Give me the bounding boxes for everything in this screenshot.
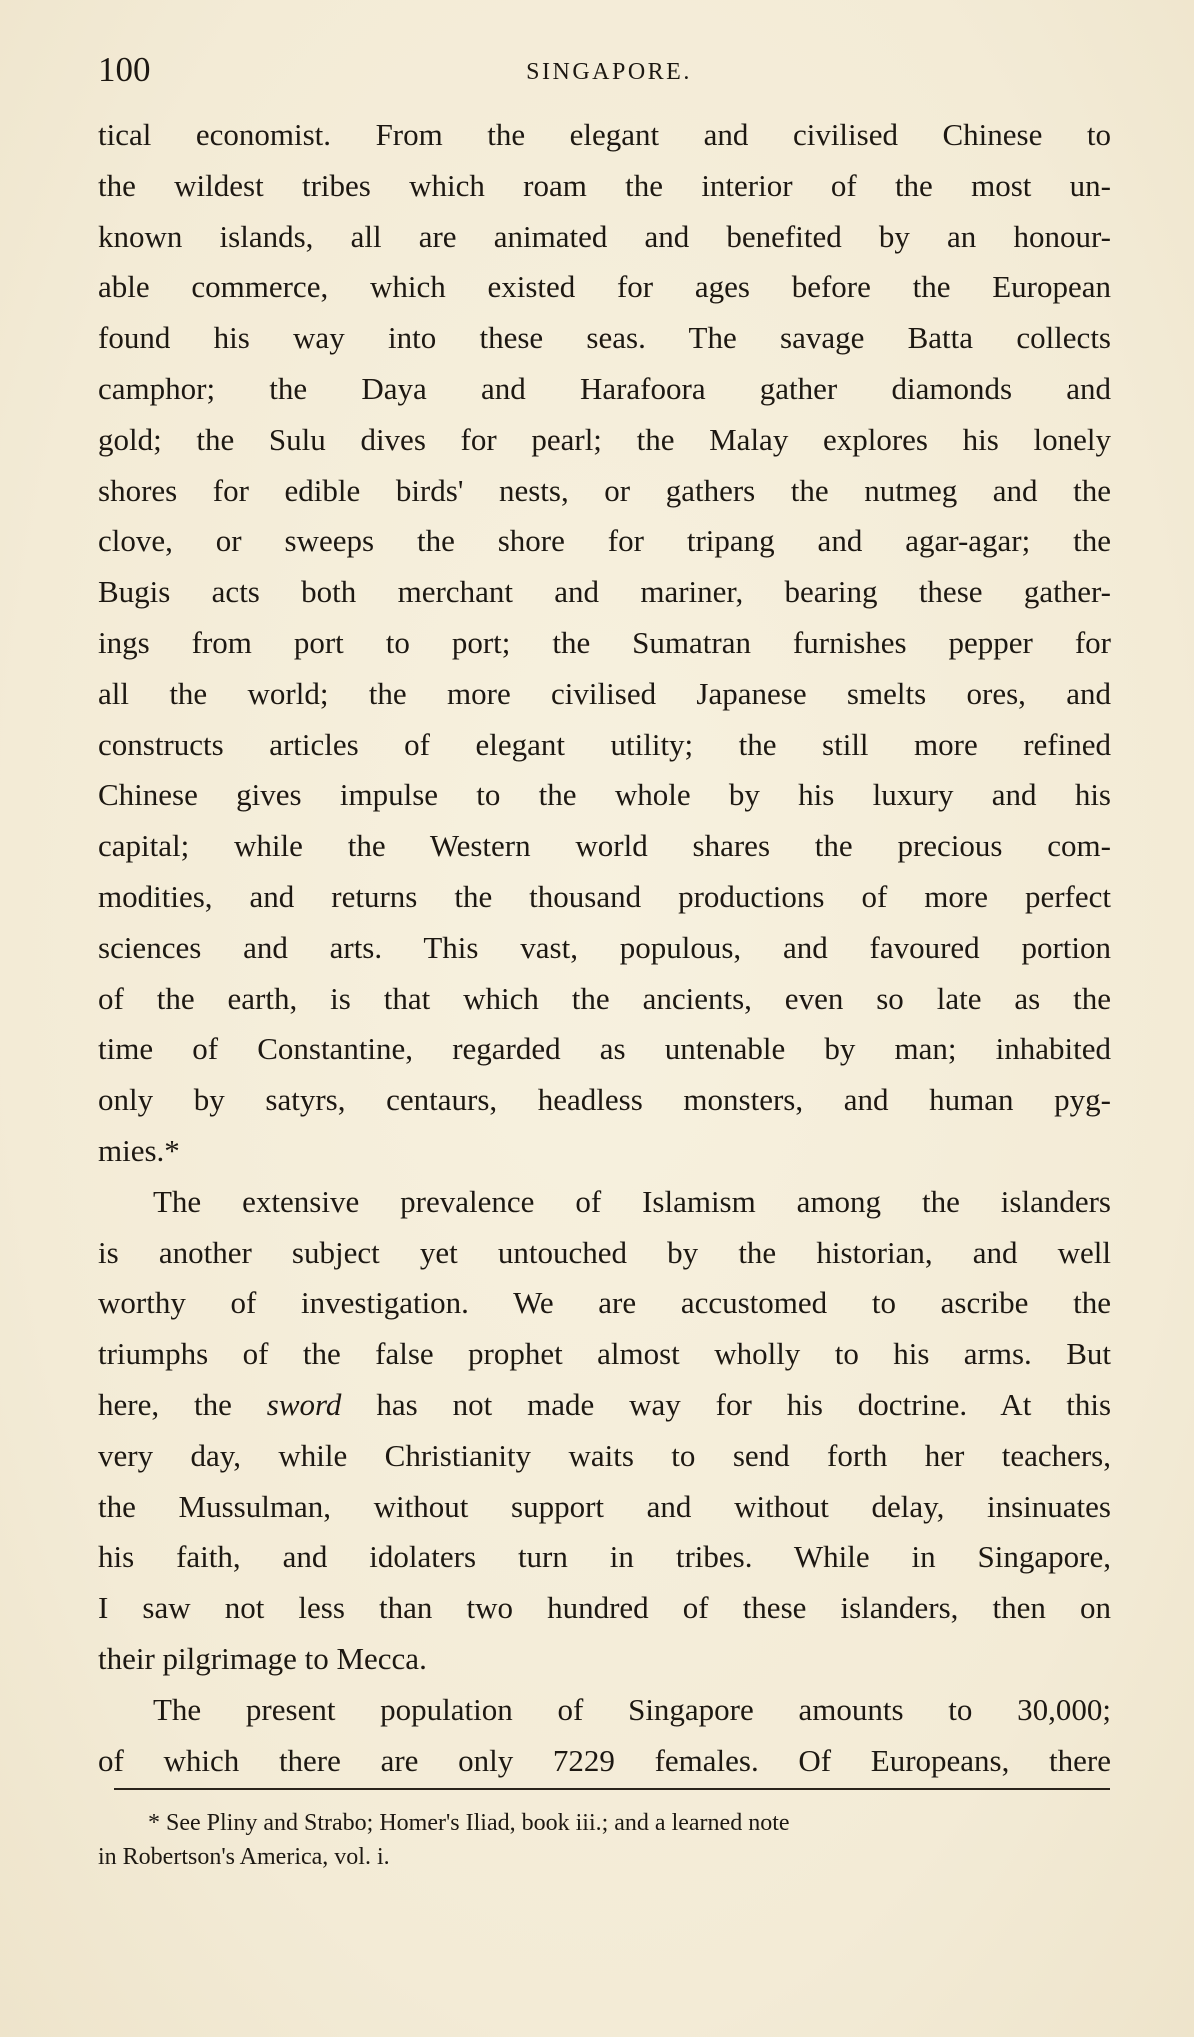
- text-line: the wildest tribes which roam the interior of the most un-: [98, 167, 1111, 203]
- text-line: time of Constantine, regarded as untenable by man; inhabited: [98, 1031, 1111, 1067]
- text-line: Chinese gives impulse to the whole by his luxury and his: [98, 777, 1111, 813]
- footnote-line: * See Pliny and Strabo; Homer's Iliad, book iii.; and a learned note: [148, 1810, 790, 1836]
- text-line: very day, while Christianity waits to send forth her teachers,: [98, 1437, 1111, 1473]
- text-line: modities, and returns the thousand productions of more perfect: [98, 878, 1111, 914]
- text-line: shores for edible birds' nests, or gathers the nutmeg and the: [98, 472, 1111, 508]
- paragraph-start-line: The present population of Singapore amounts to 30,000;: [153, 1691, 1111, 1727]
- footnote-rule: [114, 1788, 1110, 1790]
- page-number: 100: [98, 50, 151, 89]
- text-line: of the earth, is that which the ancients, even so late as the: [98, 980, 1111, 1016]
- emphasized-word: sword: [266, 1386, 342, 1422]
- line-segment: here, the: [98, 1386, 267, 1422]
- footnote: [98, 1806, 1111, 1874]
- text-line: worthy of investigation. We are accustomed to ascribe the: [98, 1285, 1111, 1321]
- text-line: mies.*: [98, 1132, 180, 1168]
- text-line: able commerce, which existed for ages before the European: [98, 269, 1111, 305]
- text-line: ings from port to port; the Sumatran furnishes pepper for: [98, 624, 1111, 660]
- text-line: constructs articles of elegant utility; the still more refined: [98, 726, 1111, 762]
- text-line: known islands, all are animated and benefited by an honour-: [98, 218, 1111, 254]
- running-head: [98, 50, 1120, 90]
- text-line: of which there are only 7229 females. Of Europeans, there: [98, 1742, 1111, 1778]
- text-line: is another subject yet untouched by the historian, and well: [98, 1234, 1111, 1270]
- text-line: his faith, and idolaters turn in tribes. While in Singapore,: [98, 1539, 1111, 1575]
- text-line: clove, or sweeps the shore for tripang and agar-agar; the: [98, 523, 1111, 559]
- text-line: sciences and arts. This vast, populous, and favoured portion: [98, 929, 1111, 965]
- text-line: only by satyrs, centaurs, headless monsters, and human pyg-: [98, 1082, 1111, 1118]
- text-line: I saw not less than two hundred of these islanders, then on: [98, 1590, 1111, 1626]
- text-line: Bugis acts both merchant and mariner, bearing these gather-: [98, 574, 1111, 610]
- running-title: SINGAPORE.: [526, 59, 692, 85]
- text-line: their pilgrimage to Mecca.: [98, 1640, 427, 1676]
- footnote-line: in Robertson's America, vol. i.: [98, 1844, 390, 1870]
- body-text: [98, 110, 1111, 1786]
- text-line: camphor; the Daya and Harafoora gather diamonds and: [98, 370, 1111, 406]
- paragraph-start-line: The extensive prevalence of Islamism among the islanders: [153, 1183, 1111, 1219]
- text-line: all the world; the more civilised Japanese smelts ores, and: [98, 675, 1111, 711]
- text-line: capital; while the Western world shares the precious com-: [98, 828, 1111, 864]
- text-line: the Mussulman, without support and without delay, insinuates: [98, 1488, 1111, 1524]
- text-line-with-emphasis: [98, 1380, 1111, 1431]
- line-segment: has not made way for his doctrine. At this: [341, 1386, 1112, 1422]
- text-line: tical economist. From the elegant and civilised Chinese to: [98, 117, 1111, 152]
- text-line: triumphs of the false prophet almost wholly to his arms. But: [98, 1336, 1111, 1372]
- text-line: gold; the Sulu dives for pearl; the Malay explores his lonely: [98, 421, 1111, 457]
- text-line: found his way into these seas. The savage Batta collects: [98, 320, 1111, 356]
